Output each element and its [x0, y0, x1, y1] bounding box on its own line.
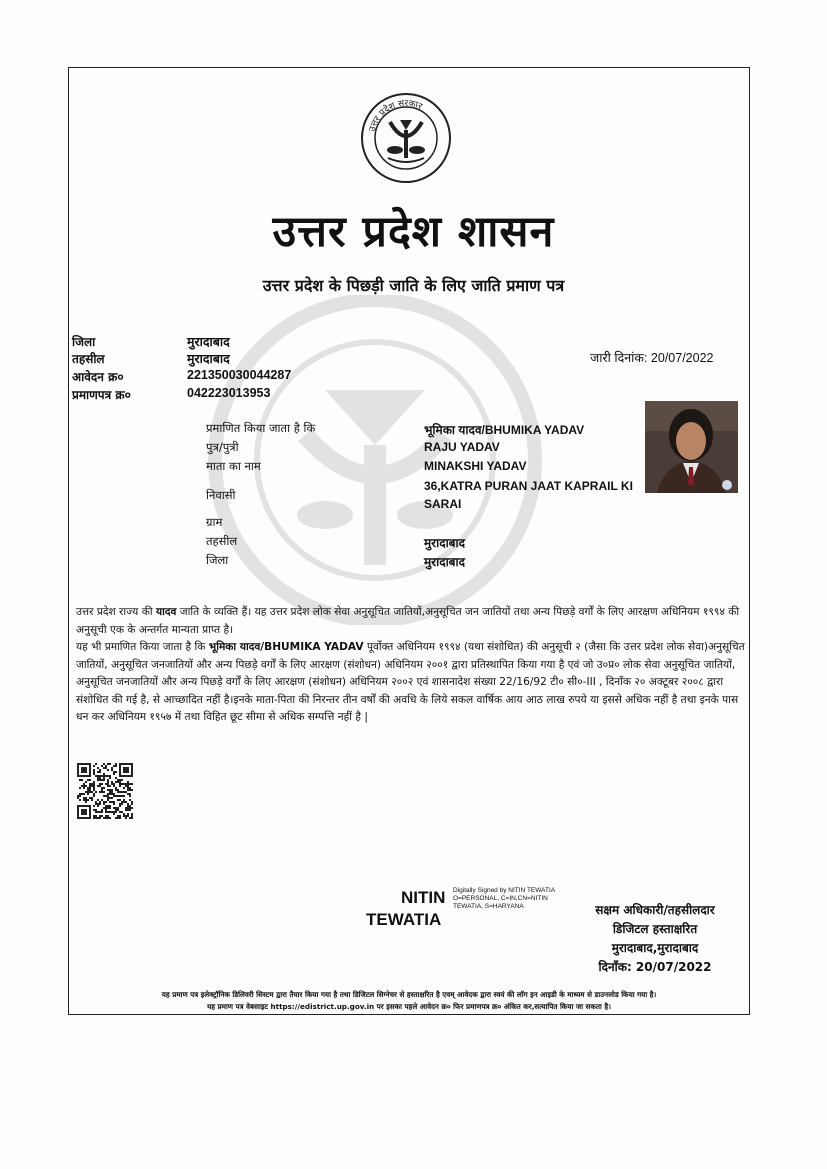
footer-line-2: यह प्रमाण पत्र वेबसाइट https://edistrict.up.gov.in पर इसका पहले आवेदन क्र० फिर प्रमाणपत्र क्र० अंकित कर,सत्यापित किया जा सकता है। [207, 1002, 611, 1011]
certificate-number-value: 042223013953 [187, 386, 271, 400]
tehsil-value: मुरादाबाद [187, 352, 230, 366]
authority-designation: सक्षम अधिकारी/तहसीलदार [595, 903, 715, 917]
district-value: मुरादाबाद [187, 335, 230, 349]
signer-name-line2: TEWATIA [366, 910, 442, 929]
certificate-body-text: उत्तर प्रदेश राज्य की यादव जाति के व्यक्ति हैं। यह उत्तर प्रदेश लोक सेवा अनुसूचित जातियों,अनुसूचित जन जातियों तथा अन्य पिछड़े वर्गों के लिए आरक्षण अधिनियम १९९४ की अनुसूची एक के अन्तर्गत मान्यता प्राप्त है। यह भी प्रमाणित किया जाता है कि भूमिका यादव/BHUMIKA YADAV पूर्वोक्त अधिनियम १९९४ (यथा संशोधित) की अनुसूची २ (जैसा कि उत्तर प्रदेश लोक सेवा)अनुसूचित जातियों, अनुसूचित जनजातियों और अन्य पिछड़े वर्गों के लिए आरक्षण (संशोधन) अधिनियम २००१ द्वारा प्रतिस्थापित किया गया है एवं जो उ०प्र० लोक सेवा अनुसूचित जातियों, अनुसूचित जनजातियों और अन्य पिछड़े वर्गों के लिए आरक्षण (संशोधन) अधिनियम २००२ एवं शासनादेश संख्या 22/16/92 टी० सी०-III , दिनाँक २० अक्टूबर २००८ द्वारा संशोधित की गई है, से आच्छादित नहीं है।इनके माता-पिता की निरन्तर तीन वर्षों की अवधि के लिये सकल वार्षिक आय आठ लाख रुपये या इससे अधिक नहीं है तथा इनके पास धन कर अधिनियम १९५७ में तथा विहित छूट सीमा से अधिक सम्पत्ति नहीं है | [76, 606, 745, 723]
tehsil-detail-label: तहसील [206, 534, 238, 548]
application-number-value: 221350030044287 [187, 368, 292, 382]
village-label: ग्राम [206, 515, 223, 529]
issuing-authority [580, 901, 730, 977]
resident-address-line1: 36,KATRA PURAN JAAT KAPRAIL KI [424, 479, 633, 493]
footer-line-1: यह प्रमाण पत्र इलेक्ट्रॉनिक डिलिवरी सिस्टम द्वारा तैयार किया गया है तथा डिजिटल सिग्नेचर से हस्ताक्षरित है एवम् आवेदक द्वारा स्वयं की लॉग इन आइडी के माध्यम से डाउनलोड किया गया है। [161, 990, 657, 999]
child-of-label: पुत्र/पुत्री [206, 440, 239, 454]
resident-address-line2: SARAI [424, 497, 462, 511]
mother-label: माता का नाम [206, 459, 261, 473]
applicant-name-inline: भूमिका यादव/BHUMIKA YADAV [208, 641, 364, 653]
authority-digital-signed: डिजिटल हस्ताक्षरित [612, 922, 698, 936]
applicant-name: भूमिका यादव/BHUMIKA YADAV [424, 423, 585, 437]
district-label: जिला [72, 335, 96, 349]
mother-name: MINAKSHI YADAV [424, 459, 527, 473]
resident-label: निवासी [206, 488, 236, 502]
caste-name: यादव [155, 606, 177, 618]
authority-date: दिनाँक: 20/07/2022 [598, 960, 712, 974]
issue-date: जारी दिनांक: 20/07/2022 [590, 351, 714, 365]
application-number-label: आवेदन क्र० [72, 370, 124, 384]
page-title: उत्तर प्रदेश शासन [272, 207, 555, 257]
district-detail-value: मुरादाबाद [424, 555, 466, 569]
certified-label: प्रमाणित किया जाता है कि [206, 421, 316, 435]
applicant-photo [645, 401, 738, 493]
emblem-text: उत्तर प्रदेश सरकार [367, 98, 424, 133]
certificate-subtitle: उत्तर प्रदेश के पिछड़ी जाति के लिए जाति प्रमाण पत्र [262, 276, 565, 295]
district-detail-label: जिला [206, 553, 229, 567]
signer-name-line1: NITIN [401, 888, 446, 907]
tehsil-detail-value: मुरादाबाद [424, 536, 466, 550]
qr-code [77, 763, 133, 819]
digital-signature-details: Digitally Signed by NITIN TEWATIA O=PERSONAL, C=IN,CN=NITIN TEWATIA, S=HARYANA [453, 887, 555, 910]
certificate-number-label: प्रमाणपत्र क्र० [72, 388, 131, 402]
authority-location: मुरादाबाद,मुरादाबाद [611, 941, 699, 955]
footer-note [68, 989, 750, 1013]
up-government-emblem [360, 92, 452, 184]
tehsil-label: तहसील [72, 352, 105, 366]
father-name: RAJU YADAV [424, 440, 500, 454]
